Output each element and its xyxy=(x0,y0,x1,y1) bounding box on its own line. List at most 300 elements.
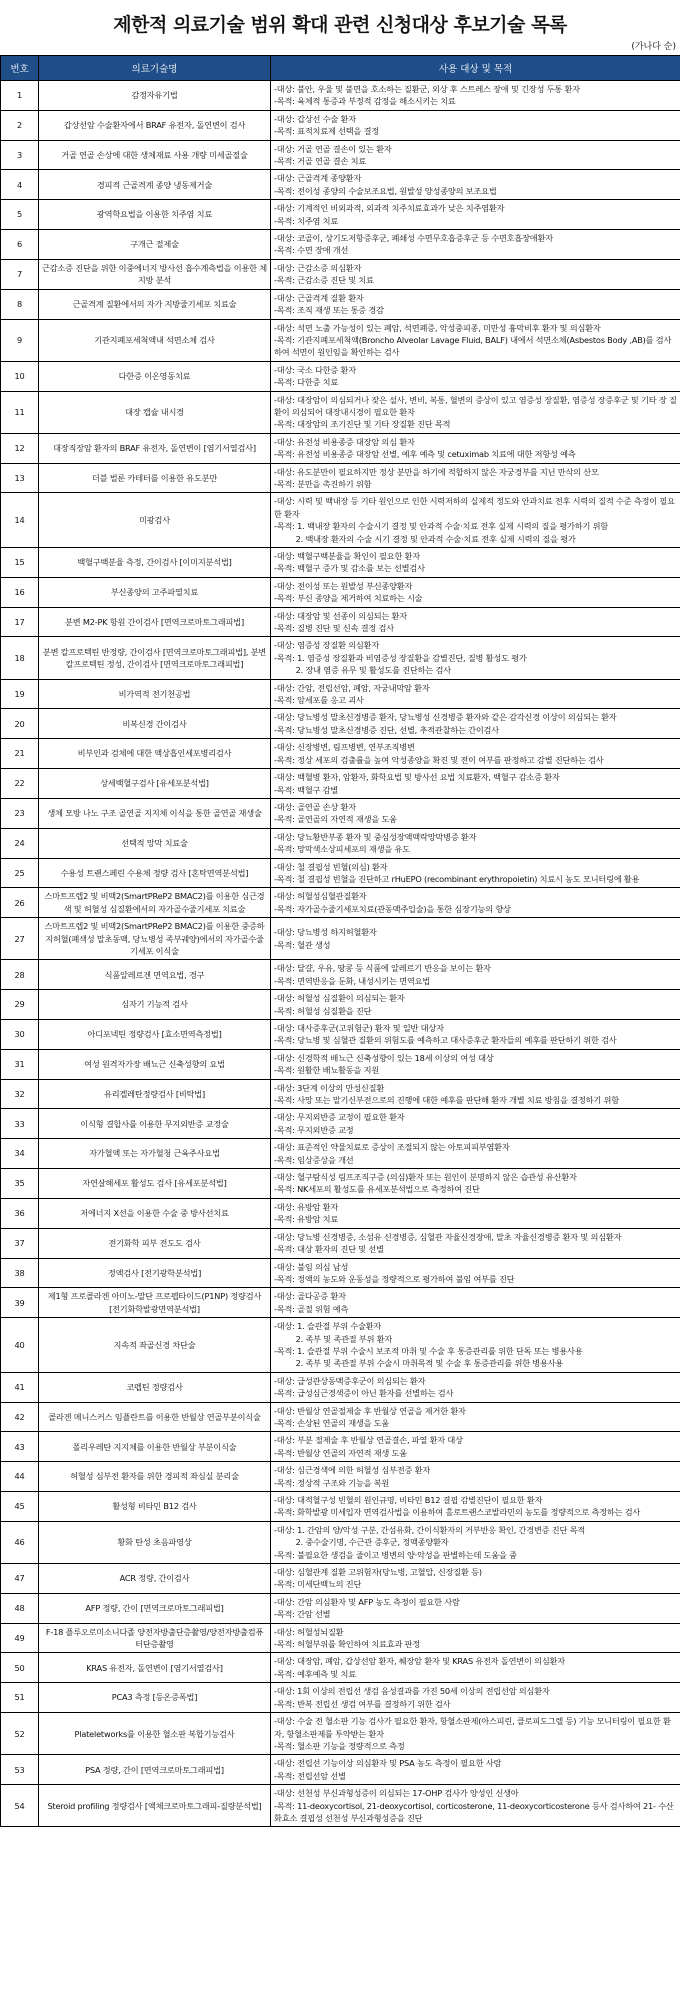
technology-name: ACR 정량, 간이검사 xyxy=(39,1564,271,1594)
description-line: -목적: 반월상 연골의 자연적 재생 도움 xyxy=(274,1447,407,1458)
description-line: -목적: 1. 슬관절 부위 수술시 보조적 마취 및 수술 후 통증관리를 위한 단독 또는 병용사용 xyxy=(274,1345,583,1356)
description-line: -대상: 골다공증 환자 xyxy=(274,1291,346,1302)
usage-description xyxy=(271,1228,680,1258)
row-number: 51 xyxy=(1,1683,39,1713)
description-line: -목적: 전이성 종양의 수술보조요법, 원발성 양성종양의 보조요법 xyxy=(274,185,497,196)
row-number: 14 xyxy=(1,493,39,548)
table-row xyxy=(1,1653,680,1683)
table-row xyxy=(1,259,680,289)
table-row xyxy=(1,289,680,319)
technology-name: 비부인과 검체에 대한 액상흡인세포병리검사 xyxy=(39,739,271,769)
description-line: -대상: 표준적인 약물치료로 증상이 조절되지 않는 아토피피부염환자 xyxy=(274,1142,510,1153)
description-line: -대상: 급성관상동맥증후군이 의심되는 환자 xyxy=(274,1375,426,1386)
row-number: 22 xyxy=(1,769,39,799)
technology-name: 저에너지 X선을 이용한 수술 중 방사선치료 xyxy=(39,1198,271,1228)
description-line: 2. 백내장 환자의 수술 시기 결정 및 안과적 수술·치료 전후 실제 시력의 질을 평가 xyxy=(274,533,576,544)
description-line: -목적: 백혈구 감별 xyxy=(274,784,339,795)
row-number: 24 xyxy=(1,828,39,858)
table-row xyxy=(1,1521,680,1563)
technology-name: 활성형 비타민 B12 검사 xyxy=(39,1492,271,1522)
description-line: -대상: 유도분만이 필요하지만 정상 분만을 하기에 적합하지 않은 자궁경부를 지닌 만삭의 산모 xyxy=(274,466,599,477)
row-number: 33 xyxy=(1,1109,39,1139)
table-row xyxy=(1,1139,680,1169)
technology-name: AFP 정량, 간이 [면역크로마토그래피법] xyxy=(39,1593,271,1623)
row-number: 6 xyxy=(1,230,39,260)
usage-description xyxy=(271,960,680,990)
row-number: 27 xyxy=(1,918,39,960)
usage-description xyxy=(271,1432,680,1462)
description-line: -대상: 갑상선 수술 환자 xyxy=(274,113,356,124)
description-line: -목적: 육체적 통증과 부정적 감정을 해소시키는 치료 xyxy=(274,96,456,107)
technology-name: 기관지폐포세척액내 석면소체 검사 xyxy=(39,319,271,361)
technology-name: 근골격계 질환에서의 자가 지방줄기세포 치료술 xyxy=(39,289,271,319)
technology-name: 거골 연골 손상에 대한 생체재료 사용 개량 미세골절술 xyxy=(39,140,271,170)
description-line: 2. 족부 및 족관절 부위 수술시 마취목적 및 수술 후 통증관리를 위한 병용사용 xyxy=(274,1358,564,1369)
row-number: 2 xyxy=(1,110,39,140)
description-line: -대상: 전이성 또는 원발성 부신종양환자 xyxy=(274,580,413,591)
row-number: 26 xyxy=(1,888,39,918)
description-line: -목적: 면역반응을 둔화, 내성시키는 면역요법 xyxy=(274,975,431,986)
description-line: -목적: 기관지폐포세척액(Broncho Alveolar Lavage Fluid, BALF) 내에서 석면소체(Asbestos Body ,AB)를 검사하여 석면이 원인임을 확인하는 검사 xyxy=(274,334,672,358)
row-number: 43 xyxy=(1,1432,39,1462)
description-line: -대상: 염증성 장질환 의심환자 xyxy=(274,640,380,651)
table-row xyxy=(1,798,680,828)
row-number: 53 xyxy=(1,1755,39,1785)
row-number: 47 xyxy=(1,1564,39,1594)
description-line: -목적: 사망 또는 말기신부전으로의 진행에 대한 예후를 판단해 환자 개별 치료 방침을 결정하기 위함 xyxy=(274,1095,619,1106)
description-line: -대상: 허혈성심혈관질환자 xyxy=(274,891,367,902)
table-header-row xyxy=(1,56,680,81)
description-line: -목적: 대상 환자의 진단 및 선별 xyxy=(274,1244,384,1255)
usage-description xyxy=(271,463,680,493)
description-line: -목적: 조직 재생 또는 통증 경감 xyxy=(274,305,384,316)
technology-name: 미광검사 xyxy=(39,493,271,548)
table-row xyxy=(1,577,680,607)
usage-description xyxy=(271,1462,680,1492)
table-row xyxy=(1,1318,680,1373)
description-line: -대상: 허혈성뇌질환 xyxy=(274,1626,344,1637)
table-row xyxy=(1,918,680,960)
technology-name: 분변 M2-PK 항원 간이검사 [면역크로마토그래피법] xyxy=(39,607,271,637)
description-line: -대상: 거골 연골 결손이 있는 환자 xyxy=(274,143,392,154)
description-line: -목적: 백혈구 증가 및 감소를 보는 선별검사 xyxy=(274,563,425,574)
row-number: 23 xyxy=(1,798,39,828)
table-row xyxy=(1,1049,680,1079)
technology-name: 자연살해세포 활성도 검사 [유세포분석법] xyxy=(39,1169,271,1199)
table-row xyxy=(1,607,680,637)
technology-name: 대장 캡슐 내시경 xyxy=(39,391,271,433)
technology-name: 비가역적 전기천공법 xyxy=(39,679,271,709)
page-title: 제한적 의료기술 범위 확대 관련 신청대상 후보기술 목록 xyxy=(113,14,567,36)
description-line: -목적: 불필요한 생검을 줄이고 병변의 양·악성을 판별하는데 도움을 줌 xyxy=(274,1549,517,1560)
usage-description xyxy=(271,1109,680,1139)
technology-name: 지속적 좌골신경 차단술 xyxy=(39,1318,271,1373)
usage-description xyxy=(271,607,680,637)
usage-description xyxy=(271,200,680,230)
description-line: -목적: 망막색소상피세포의 재생을 유도 xyxy=(274,844,410,855)
description-line: -대상: 1. 슬관절 부위 수술환자 xyxy=(274,1321,382,1332)
usage-description xyxy=(271,709,680,739)
technology-name: 심자기 기능적 검사 xyxy=(39,990,271,1020)
description-line: -목적: 근감소증 진단 및 치료 xyxy=(274,275,374,286)
technology-name: KRAS 유전자, 돌연변이 [염기서열검사] xyxy=(39,1653,271,1683)
description-line: -목적: 대장암의 조기진단 및 기타 장질환 진단 목적 xyxy=(274,419,451,430)
row-number: 45 xyxy=(1,1492,39,1522)
description-line: -대상: 신장병변, 림프병변, 연부조직병변 xyxy=(274,742,415,753)
technology-name: 더블 벌룬 카테터를 이용한 유도분만 xyxy=(39,463,271,493)
usage-description xyxy=(271,577,680,607)
description-line: -목적: 당뇨병성 말초신경병증 진단, 선별, 추적관찰하는 간이검사 xyxy=(274,724,499,735)
usage-description xyxy=(271,798,680,828)
description-line: -대상: 대장암 및 선종이 의심되는 환자 xyxy=(274,610,407,621)
table-row xyxy=(1,361,680,391)
row-number: 19 xyxy=(1,679,39,709)
description-line: -대상: 당뇨병성 하지허혈환자 xyxy=(274,927,377,938)
table-row xyxy=(1,1564,680,1594)
usage-description xyxy=(271,1785,680,1827)
technology-name: 허혈성 심부전 환자를 위한 경피적 좌심실 분리술 xyxy=(39,1462,271,1492)
row-number: 20 xyxy=(1,709,39,739)
description-line: -목적: 허혈성 심질환을 진단 xyxy=(274,1005,372,1016)
usage-description xyxy=(271,769,680,799)
row-number: 4 xyxy=(1,170,39,200)
description-line: -목적: 혈관 생성 xyxy=(274,939,331,950)
description-line: -대상: 선천성 부신과형성증이 의심되는 17-OHP 검사가 양성인 신생아 xyxy=(274,1788,519,1799)
table-row xyxy=(1,1372,680,1402)
row-number: 21 xyxy=(1,739,39,769)
description-line: -목적: 급성심근경색증이 아닌 환자를 선별하는 검사 xyxy=(274,1388,454,1399)
description-line: -대상: 근골격계 질환 환자 xyxy=(274,292,364,303)
usage-description xyxy=(271,319,680,361)
table-row xyxy=(1,200,680,230)
usage-description xyxy=(271,289,680,319)
technology-name: 스마트프렙2 및 비맥2(SmartPReP2 BMAC2)를 이용한 중증하지허혈(폐색성 말초동맥, 당뇨병성 족부궤양)에서의 자가골수줄기세포 이식술 xyxy=(39,918,271,960)
table-row xyxy=(1,1228,680,1258)
technology-name: 폴리우레탄 지지체를 이용한 반월상 부분이식술 xyxy=(39,1432,271,1462)
description-line: -목적: 1. 백내장 환자의 수술시기 결정 및 안과적 수술·치료 전후 실제 시력의 질을 평가하기 위함 xyxy=(274,521,609,532)
description-line: -대상: 코골이, 상기도저항증후군, 폐쇄성 수면무호흡증후군 등 수면호흡장애환자 xyxy=(274,233,553,244)
usage-description xyxy=(271,1372,680,1402)
table-body xyxy=(1,81,680,1827)
table-row xyxy=(1,1198,680,1228)
row-number: 46 xyxy=(1,1521,39,1563)
technology-name: 분변 칼프로텍틴 반정량, 간이검사 [면역크로마토그래피법], 분변 칼프로텍틴 정성, 간이검사 [면역크로마토그래피법] xyxy=(39,637,271,679)
description-line: -목적: 유전성 비용종증 대장암 선별, 예후 예측 및 cetuximab 치료에 대한 저항성 예측 xyxy=(274,449,576,460)
description-line: 2. 장내 염증 유무 및 활성도를 진단하는 검사 xyxy=(274,665,451,676)
description-line: -대상: 대장암이 의심되거나 잦은 설사, 변비, 복통, 혈변의 증상이 있고 염증성 장질환, 염증성 장증후군 및 기타 장 질환이 의심되어 대장내시경이 필요한 환자 xyxy=(274,394,677,417)
description-line: -대상: 1. 간암의 양/악성 구분, 간섬유화, 간이식환자의 거부반응 확인, 간경변증 진단 목적 xyxy=(274,1524,586,1535)
usage-description xyxy=(271,1713,680,1755)
usage-description xyxy=(271,1521,680,1563)
row-number: 49 xyxy=(1,1623,39,1653)
row-number: 13 xyxy=(1,463,39,493)
table-row xyxy=(1,1713,680,1755)
description-line: -대상: 심혈관계 질환 고위험자(당뇨병, 고혈압, 신장질환 등) xyxy=(274,1567,482,1578)
description-line: -목적: 자가골수줄기세포치료(관동맥주입술)을 통한 심장기능의 향상 xyxy=(274,903,511,914)
description-line: -대상: 당뇨병 신경병증, 소섬유 신경병증, 심혈관 자율신경장애, 말초 자율신경병증 환자 및 의심환자 xyxy=(274,1231,622,1242)
usage-description xyxy=(271,1079,680,1109)
usage-description xyxy=(271,637,680,679)
description-line: -대상: 혈구탐식성 림프조직구증 (의심)환자 또는 원인이 분명하지 않은 습관성 유산환자 xyxy=(274,1172,577,1183)
description-line: -대상: 심근경색에 의한 허혈성 심부전증 환자 xyxy=(274,1465,431,1476)
row-number: 36 xyxy=(1,1198,39,1228)
description-line: -대상: 3단계 이상의 만성신질환 xyxy=(274,1082,385,1093)
description-line: -목적: 거골 연골 결손 치료 xyxy=(274,156,367,167)
description-line: -대상: 유방암 환자 xyxy=(274,1201,339,1212)
technology-name: 이식형 결합사를 이용한 무지외반증 교정술 xyxy=(39,1109,271,1139)
usage-description xyxy=(271,1564,680,1594)
header-no: 번호 xyxy=(1,56,39,81)
row-number: 42 xyxy=(1,1402,39,1432)
row-number: 52 xyxy=(1,1713,39,1755)
description-line: -목적: 허혈부위를 확인하여 치료효과 판정 xyxy=(274,1639,420,1650)
usage-description xyxy=(271,81,680,111)
description-line: -목적: 골연골의 자연적 재생을 도움 xyxy=(274,814,397,825)
technology-name: 황화 탄성 초음파영상 xyxy=(39,1521,271,1563)
description-line: -대상: 불안, 우울 및 불면을 호소하는 질환군, 외상 후 스트레스 장애 및 긴장성 두통 환자 xyxy=(274,84,580,94)
table-row xyxy=(1,1683,680,1713)
description-line: -대상: 당뇨병성 말초신경병증 환자, 당뇨병성 신경병증 환자와 같은 감각신경 이상이 의심되는 환자 xyxy=(274,712,617,723)
row-number: 15 xyxy=(1,548,39,578)
row-number: 40 xyxy=(1,1318,39,1373)
description-line: -대상: 대사증후군(고위험군) 환자 및 일반 대상자 xyxy=(274,1023,444,1033)
row-number: 31 xyxy=(1,1049,39,1079)
description-line: -목적: 정액의 농도와 운동성을 정량적으로 평가하여 불임 여부를 진단 xyxy=(274,1273,515,1284)
usage-description xyxy=(271,1198,680,1228)
description-line: -목적: 간암 선별 xyxy=(274,1609,331,1620)
description-line: -대상: 전립선 기능이상 의심환자 및 PSA 농도 측정이 필요한 사람 xyxy=(274,1758,502,1769)
description-line: -대상: 백혈병 환자, 암환자, 화학요법 및 방사선 요법 치료환자, 백혈구 감소증 환자 xyxy=(274,772,560,783)
description-line: -목적: 1. 염증성 장질환과 비염증성 장질환을 감별진단, 질병 활성도 평가 xyxy=(274,652,527,663)
usage-description xyxy=(271,433,680,463)
usage-description xyxy=(271,1653,680,1683)
technology-name: 감정자유기법 xyxy=(39,81,271,111)
technology-name: 제1형 프로콜라겐 아미노-말단 프로펩타이드(P1NP) 정량검사 [전기화학발광면역분석법] xyxy=(39,1288,271,1318)
usage-description xyxy=(271,170,680,200)
technology-name: 여성 원격자가장 배뇨근 신축성향의 요법 xyxy=(39,1049,271,1079)
description-line: -대상: 무지외반증 교정이 필요한 환자 xyxy=(274,1112,405,1123)
usage-description xyxy=(271,361,680,391)
usage-description xyxy=(271,1020,680,1050)
technology-name: 스마트프렙2 및 비맥2(SmartPReP2 BMAC2)를 이용한 심근경색 및 허혈성 심질환에서의 자가골수줄기세포 치료술 xyxy=(39,888,271,918)
row-number: 3 xyxy=(1,140,39,170)
row-number: 37 xyxy=(1,1228,39,1258)
technology-name: 갑상선암 수술환자에서 BRAF 유전자, 돌연변이 검사 xyxy=(39,110,271,140)
usage-description xyxy=(271,548,680,578)
description-line: -대상: 간암, 전립선암, 폐암, 자궁내막암 환자 xyxy=(274,682,430,693)
usage-description xyxy=(271,1318,680,1373)
technology-name: PCA3 측정 [등온증폭법] xyxy=(39,1683,271,1713)
table-row xyxy=(1,960,680,990)
description-line: -대상: 근골격계 종양환자 xyxy=(274,173,362,184)
technology-name: 콜라겐 메니스커스 임플란트를 이용한 반월상 연골부분이식술 xyxy=(39,1402,271,1432)
row-number: 44 xyxy=(1,1462,39,1492)
description-line: -대상: 1회 이상의 전립선 생검 음성결과를 가진 50세 이상의 전립선암 의심환자 xyxy=(274,1686,550,1697)
table-row xyxy=(1,1079,680,1109)
description-line: -목적: 분만을 촉진하기 위함 xyxy=(274,478,372,489)
row-number: 1 xyxy=(1,81,39,111)
description-line: -목적: 부신 종양을 제거하여 치료하는 시술 xyxy=(274,593,423,604)
description-line: 2. 중수술기명, 수근관 증후군, 정맥종양환자 xyxy=(274,1537,449,1548)
technology-name: 선택적 망막 치료술 xyxy=(39,828,271,858)
row-number: 16 xyxy=(1,577,39,607)
table-row xyxy=(1,1462,680,1492)
row-number: 29 xyxy=(1,990,39,1020)
description-line: -대상: 신경학적 배뇨근 신축성향이 있는 18세 이상의 여성 대상 xyxy=(274,1052,494,1063)
technology-name: 부신종양의 고주파열치료 xyxy=(39,577,271,607)
row-number: 18 xyxy=(1,637,39,679)
description-line: -목적: 암세포를 응고 괴사 xyxy=(274,695,364,706)
table-row xyxy=(1,679,680,709)
description-line: -목적: 혈소판 기능을 정량적으로 측정 xyxy=(274,1740,405,1751)
row-number: 10 xyxy=(1,361,39,391)
usage-description xyxy=(271,1755,680,1785)
technology-name: 광역학요법을 이용한 치주염 치료 xyxy=(39,200,271,230)
description-line: -목적: 유방암 치료 xyxy=(274,1214,339,1225)
technology-name: 자가혈액 또는 자가혈청 근육주사요법 xyxy=(39,1139,271,1169)
technology-name: 구개근 절제술 xyxy=(39,230,271,260)
description-line: -대상: 대장암, 폐암, 갑상선암 환자, 췌장암 환자 및 KRAS 유전자 돌연변이 의심환자 xyxy=(274,1656,565,1667)
usage-description xyxy=(271,918,680,960)
header-tech: 의료기술명 xyxy=(39,56,271,81)
usage-description xyxy=(271,1402,680,1432)
usage-description xyxy=(271,1492,680,1522)
usage-description xyxy=(271,1139,680,1169)
description-line: -목적: 골절 위험 예측 xyxy=(274,1303,349,1314)
description-line: -목적: NK세포의 활성도를 유세포분석법으로 측정하여 진단 xyxy=(274,1184,480,1195)
technology-name: PSA 정량, 간이 [면역크로마토그래피법] xyxy=(39,1755,271,1785)
row-number: 17 xyxy=(1,607,39,637)
technology-name: 식품알레르겐 면역요법, 경구 xyxy=(39,960,271,990)
usage-description xyxy=(271,1258,680,1288)
table-row xyxy=(1,110,680,140)
technology-name: Plateletworks를 이용한 혈소판 복합기능검사 xyxy=(39,1713,271,1755)
table-row xyxy=(1,1432,680,1462)
technology-name: 유리겔레탄정량검사 [비탁법] xyxy=(39,1079,271,1109)
table-row xyxy=(1,463,680,493)
technology-name: 수용성 트랜스페린 수용체 정량 검사 [혼탁면역분석법] xyxy=(39,858,271,888)
description-line: -목적: 무지외반증 교정 xyxy=(274,1124,354,1135)
table-row xyxy=(1,709,680,739)
row-number: 32 xyxy=(1,1079,39,1109)
technology-name: 정액검사 [전기광학분석법] xyxy=(39,1258,271,1288)
description-line: -목적: 임상증상을 개선 xyxy=(274,1154,354,1165)
description-line: -대상: 당뇨황반부종 환자 및 중심성장액맥락망막병증 환자 xyxy=(274,831,477,842)
usage-description xyxy=(271,1593,680,1623)
usage-description xyxy=(271,990,680,1020)
technology-name: 생체 모방 나노 구조 골연골 지지체 이식을 통한 골연골 재생술 xyxy=(39,798,271,828)
usage-description xyxy=(271,828,680,858)
description-line: -대상: 국소 다한증 환자 xyxy=(274,364,356,375)
table-row xyxy=(1,433,680,463)
technology-name: 경피적 근골격계 종양 냉동제거술 xyxy=(39,170,271,200)
technology-name: 다한증 이온영동치료 xyxy=(39,361,271,391)
description-line: -대상: 반월상 연골절제술 후 반월상 연골을 제거한 환자 xyxy=(274,1405,466,1416)
usage-description xyxy=(271,1623,680,1653)
description-line: -대상: 부분 절제술 후 반월상 연골결손, 파열 환자 대상 xyxy=(274,1435,463,1446)
technology-name: F-18 플루오로미소니다졸 양전자방출단층촬영/양전자방출컴퓨터단층촬영 xyxy=(39,1623,271,1653)
row-number: 54 xyxy=(1,1785,39,1827)
usage-description xyxy=(271,679,680,709)
description-line: -대상: 기계적인 비외과적, 외과적 치주치료효과가 낮은 치주염환자 xyxy=(274,203,505,214)
table-row xyxy=(1,140,680,170)
description-line: -대상: 허혈성 심질환이 의심되는 환자 xyxy=(274,993,405,1004)
sort-note: (가나다 순) xyxy=(631,42,676,52)
row-number: 5 xyxy=(1,200,39,230)
table-row xyxy=(1,170,680,200)
description-line: -목적: 다한증 치료 xyxy=(274,377,339,388)
description-line: -목적: 질병 진단 및 신속 결정 검사 xyxy=(274,623,394,634)
usage-description xyxy=(271,858,680,888)
description-line: -대상: 달걀, 우유, 땅콩 등 식품에 알레르기 반응을 보이는 환자 xyxy=(274,963,491,974)
table-row xyxy=(1,493,680,548)
description-line: -목적: 손상된 연골의 재생을 도움 xyxy=(274,1417,390,1428)
table-row xyxy=(1,1258,680,1288)
usage-description xyxy=(271,888,680,918)
technology-name: 전기화학 피부 전도도 검사 xyxy=(39,1228,271,1258)
description-line: -목적: 철 결핍성 빈혈을 진단하고 rHuEPO (recombinant erythropoietin) 치료시 농도 모니터링에 활용 xyxy=(274,873,640,884)
table-row xyxy=(1,739,680,769)
row-number: 25 xyxy=(1,858,39,888)
technology-name: 대장직장암 환자의 BRAF 유전자, 돌연변이 [염기서열검사] xyxy=(39,433,271,463)
usage-description xyxy=(271,739,680,769)
description-line: -대상: 석면 노출 가능성이 있는 폐암, 석면폐증, 악성중피종, 미만성 흉막비후 환자 및 의심환자 xyxy=(274,322,601,333)
description-line: -목적: 원활한 배뇨활동을 지원 xyxy=(274,1065,380,1076)
row-number: 41 xyxy=(1,1372,39,1402)
description-line: -대상: 시력 및 백내장 등 기타 원인으로 인한 시력저하의 실제적 정도와 안과치료 전후 시력의 질적 수준 측정이 필요한 환자 xyxy=(274,496,675,519)
row-number: 35 xyxy=(1,1169,39,1199)
table-row xyxy=(1,828,680,858)
table-row xyxy=(1,1169,680,1199)
description-line: -목적: 반복 전립선 생검 여부를 결정하기 위한 검사 xyxy=(274,1698,451,1709)
usage-description xyxy=(271,1288,680,1318)
usage-description xyxy=(271,493,680,548)
table-row xyxy=(1,769,680,799)
usage-description xyxy=(271,140,680,170)
usage-description xyxy=(271,1169,680,1199)
usage-description xyxy=(271,230,680,260)
usage-description xyxy=(271,259,680,289)
table-row xyxy=(1,81,680,111)
row-number: 9 xyxy=(1,319,39,361)
table-row xyxy=(1,319,680,361)
description-line: -목적: 예후예측 및 치료 xyxy=(274,1668,356,1679)
technology-name: Steroid profiling 정량검사 [액체크로마토그래피-질량분석법] xyxy=(39,1785,271,1827)
row-number: 34 xyxy=(1,1139,39,1169)
description-line: -목적: 표적치료제 선택을 결정 xyxy=(274,126,380,137)
table-row xyxy=(1,990,680,1020)
table-row xyxy=(1,1755,680,1785)
row-number: 39 xyxy=(1,1288,39,1318)
description-line: -대상: 유전성 비용종증 대장암 의심 환자 xyxy=(274,436,415,447)
description-line: -목적: 정상 세포의 검출률을 높여 악성종양을 확진 및 전이 여부를 판정하고 감별 진단하는 검사 xyxy=(274,754,604,765)
description-line: -목적: 화학발광 미세입자 면역검사법을 이용하여 홀로트랜스코발라민의 농도를 정량적으로 측정하는 검사 xyxy=(274,1507,641,1518)
description-line: -대상: 백혈구백분율을 확인이 필요한 환자 xyxy=(274,551,420,561)
table-row xyxy=(1,888,680,918)
technology-name: 백혈구백분율 측정, 간이검사 [이미지분석법] xyxy=(39,548,271,578)
technology-table xyxy=(0,55,680,1827)
row-number: 7 xyxy=(1,259,39,289)
table-row xyxy=(1,1020,680,1050)
description-line: -대상: 불임 의심 남성 xyxy=(274,1261,349,1272)
description-line: -대상: 골연골 손상 환자 xyxy=(274,801,356,812)
row-number: 30 xyxy=(1,1020,39,1050)
description-line: -목적: 당뇨병 및 심혈관 질환의 위험도를 예측하고 대사증후군 환자들의 예후를 판단하기 위한 검사 xyxy=(274,1035,617,1046)
description-line: -대상: 수술 전 혈소판 기능 검사가 필요한 환자, 항혈소판제(아스피린, 클로피도그렐 등) 기능 모니터링이 필요한 환자, 항혈소판제를 투약받는 환자 xyxy=(274,1716,671,1739)
description-line: -목적: 11-deoxycortisol, 21-deoxycortisol, corticosterone, 11-deoxycorticosterone 등사 검사하여 21- 수산화효소 결핍성 선천성 부신과형성증을 진단 xyxy=(274,1800,674,1823)
row-number: 48 xyxy=(1,1593,39,1623)
header-desc: 사용 대상 및 목적 xyxy=(271,56,680,81)
